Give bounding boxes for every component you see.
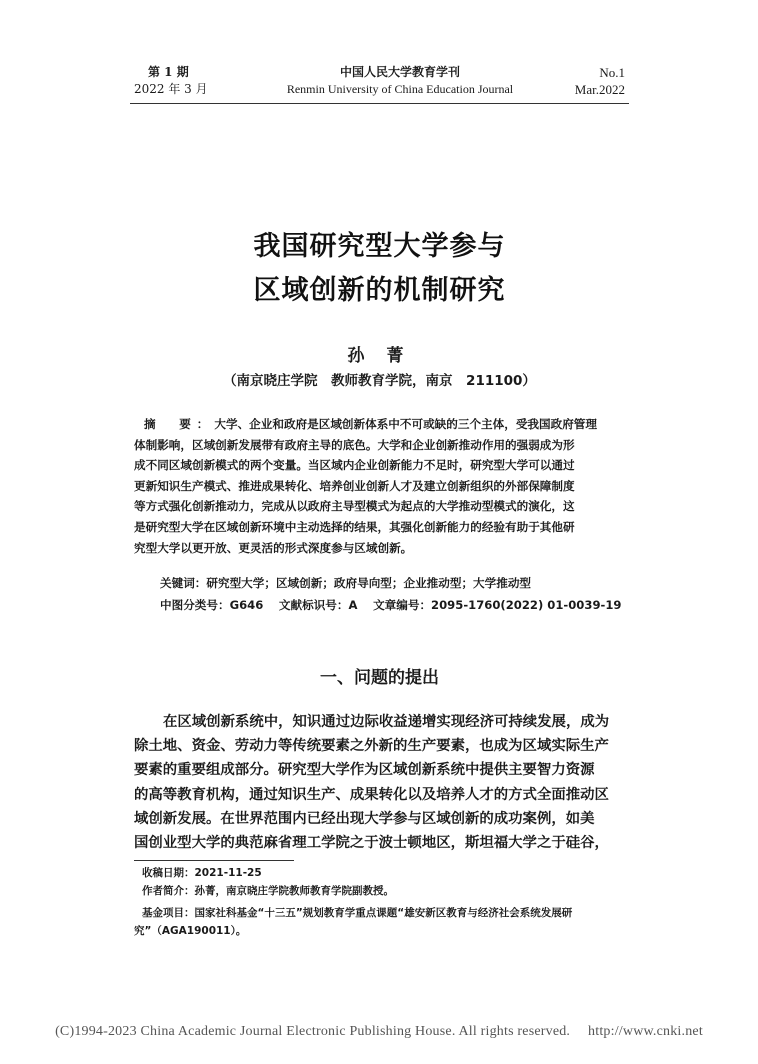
abstract-label: 摘 要：: [144, 417, 215, 431]
header-date: 2022 年 3 月: [134, 82, 208, 96]
header-month: Mar.2022: [574, 82, 625, 97]
abstract-text: 大学、企业和政府是区域创新体系中不可或缺的三个主体，受我国政府管理: [214, 417, 597, 431]
keywords: 关键词：研究型大学；区域创新；政府导向型；企业推动型；大学推动型: [160, 576, 532, 590]
footnote-author-intro: 作者简介：孙菁，南京晓庄学院教师教育学院副教授。: [142, 885, 394, 897]
footnote-fund: 基金项目：国家社科基金“十三五”规划教育学重点课题“雄安新区教育与经济社会系统发展研: [142, 907, 573, 919]
abstract-line: 更新知识生产模式、推进成果转化、培养创业创新人才及建立创新组织的外部保障制度: [134, 478, 575, 493]
article-title-line-2: 区域创新的机制研究: [253, 275, 506, 306]
body-line: 要素的重要组成部分。研究型大学作为区域创新系统中提供主要智力资源: [134, 762, 595, 779]
journal-title-cn: 中国人民大学教育学刊: [339, 65, 460, 79]
author-name: 孙 菁: [347, 346, 412, 366]
abstract-line: 是研究型大学在区域创新环境中主动选择的结果，其强化创新能力的经验有助于其他研: [134, 519, 575, 534]
footnote-divider: [134, 860, 294, 861]
body-line: 的高等教育机构，通过知识生产、成果转化以及培养人才的方式全面推动区: [134, 786, 609, 803]
abstract-line: 等方式强化创新推动力，完成从以政府主导型模式为起点的大学推动型模式的演化，这: [134, 499, 575, 514]
body-line: 域创新发展。在世界范围内已经出现大学参与区域创新的成功案例，如美: [134, 810, 595, 827]
article-title-line-1: 我国研究型大学参与: [253, 231, 506, 262]
abstract-line: 究型大学以更开放、更灵活的形式深度参与区域创新。: [134, 540, 413, 555]
header-issue-info: [134, 64, 208, 98]
footnotes: [134, 864, 629, 940]
section-heading: 一、问题的提出: [320, 668, 439, 688]
copyright-notice: (C)1994-2023 China Academic Journal Electronic Publishing House. All rights reserved. http://www.cnki.net: [55, 1024, 703, 1039]
footnote-received: 收稿日期：2021-11-25: [142, 867, 262, 879]
abstract-line: 体制影响，区域创新发展带有政府主导的底色。大学和企业创新推动作用的强弱成为形: [134, 437, 575, 452]
journal-title-en: Renmin University of China Education Journal: [286, 82, 514, 96]
header-divider: [130, 103, 629, 104]
footnote-fund-continued: 究”（AGA190011）。: [134, 925, 247, 937]
header-number-info: [575, 64, 625, 98]
header-no: No.1: [599, 65, 625, 80]
abstract-line: 成不同区域创新模式的两个变量。当区域内企业创新能力不足时，研究型大学可以通过: [134, 458, 575, 473]
classification-info: 中图分类号：G646 文献标识号：A 文章编号：2095-1760(2022) 01-0039-19: [160, 598, 622, 612]
header-journal: [270, 64, 530, 98]
body-line: 国创业型大学的典范麻省理工学院之于波士顿地区，斯坦福大学之于硅谷，: [134, 835, 609, 852]
body-line: 除土地、资金、劳动力等传统要素之外新的生产要素，也成为区域实际生产: [134, 738, 609, 755]
article-title: [130, 225, 629, 313]
abstract: [134, 414, 629, 558]
author-affiliation: （南京晓庄学院 教师教育学院，南京 211100）: [223, 373, 536, 389]
body-line: 在区域创新系统中，知识通过边际收益递增实现经济可持续发展，成为: [163, 714, 610, 730]
body-paragraph: [134, 710, 629, 855]
header-issue: 第 1 期: [148, 65, 189, 79]
abstract-line: [134, 414, 629, 435]
